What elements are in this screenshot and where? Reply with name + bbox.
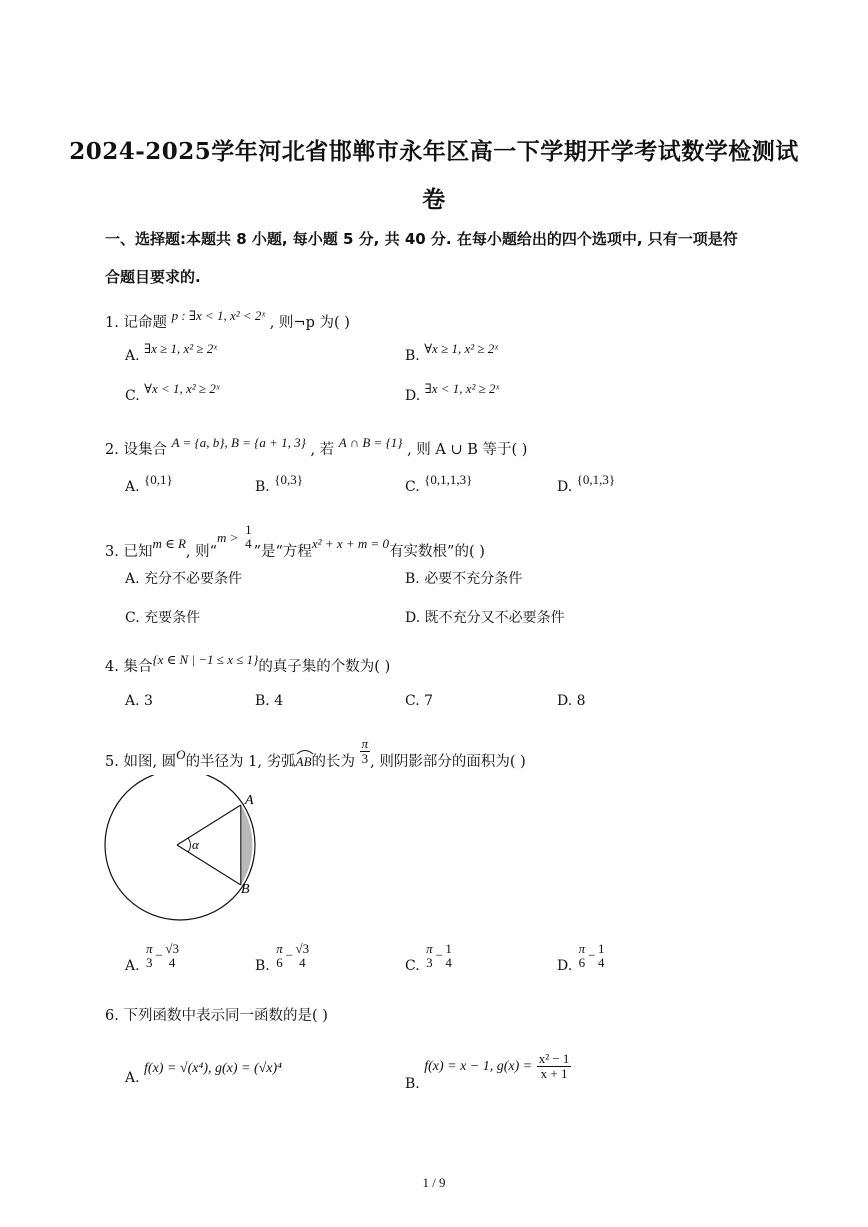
option-label: A. (125, 479, 140, 495)
question-3-mid2: ”是“方程 (253, 543, 312, 560)
frac2 (443, 942, 454, 969)
frac1 (577, 942, 588, 969)
q4-option-c[interactable]: C. 7 (405, 693, 434, 709)
option-math: {0,3} (274, 472, 303, 487)
question-1 (105, 308, 350, 332)
question-5-tail: , 则阴影部分的面积为( ) (370, 754, 526, 771)
question-3-number: 3. 已知 (105, 543, 153, 560)
frac2 (294, 942, 312, 969)
q4-option-a[interactable]: A. 3 (125, 693, 153, 709)
fraction-denominator: x + 1 (540, 1065, 568, 1081)
fraction-denominator: 3 (361, 750, 369, 766)
option-math: ∃x ≥ 1, x² ≥ 2ˣ (144, 341, 217, 356)
fraction-numerator: π (578, 941, 586, 956)
arc-ab-label (296, 755, 312, 768)
q2-option-b[interactable] (255, 472, 303, 495)
fraction-denominator: 6 (276, 954, 283, 970)
question-4-number: 4. 集合 (105, 659, 153, 675)
q1-option-b[interactable] (405, 341, 498, 364)
question-4 (105, 652, 391, 676)
question-3-equation: x² + x + m = 0 (311, 535, 390, 551)
frac2 (163, 942, 181, 969)
question-4-math: {x ∈ N | −1 ≤ x ≤ 1} (152, 652, 259, 667)
option-label: B. (405, 348, 420, 364)
question-5-mid: 的半径为 1, 劣弧 (185, 754, 296, 771)
fraction-denominator: 4 (299, 954, 306, 970)
option-label: B. (405, 1076, 420, 1093)
minus-sign: − (434, 947, 444, 963)
question-2-math: A = {a, b}, B = {a + 1, 3} (171, 435, 306, 450)
q6-option-a[interactable] (125, 1060, 283, 1086)
question-6: 6. 下列函数中表示同一函数的是( ) (105, 1008, 328, 1024)
circle-sector-figure (100, 775, 260, 925)
fraction-denominator: 4 (168, 954, 176, 970)
option-math: ∀x ≥ 1, x² ≥ 2ˣ (424, 341, 498, 356)
option-label: D. (557, 957, 573, 974)
question-5 (105, 727, 526, 771)
question-4-tail: 的真子集的个数为( ) (258, 659, 391, 675)
fraction-numerator: x² − 1 (538, 1051, 570, 1066)
option-math: {0,1,1,3} (424, 472, 473, 487)
fraction-denominator: 3 (146, 954, 153, 970)
q5-option-c[interactable] (405, 941, 454, 974)
q1-option-d[interactable] (405, 381, 500, 404)
option-math: ∀x < 1, x² ≥ 2ˣ (144, 381, 220, 396)
option-math: f(x) = x − 1, g(x) = (424, 1059, 533, 1075)
question-1-number: 1. 记命题 (105, 315, 167, 331)
q2-option-d[interactable] (557, 472, 616, 495)
q1-option-c[interactable] (125, 381, 220, 404)
question-3-tail: 有实数根”的( ) (389, 543, 485, 560)
section-heading-line2: 合题目要求的. (105, 268, 201, 286)
option-label: C. (405, 479, 420, 495)
angle-arc (188, 838, 191, 852)
q5-option-a[interactable] (125, 941, 181, 974)
option-fraction (537, 1052, 572, 1080)
point-b-label: B (241, 882, 250, 897)
fraction-numerator: π (426, 941, 433, 956)
radius-ob (177, 845, 241, 885)
circle-center-label: O (176, 747, 186, 763)
q5-option-b[interactable] (255, 941, 311, 974)
q3-option-d[interactable]: D. 既不充分又不必要条件 (405, 610, 565, 626)
question-1-math: p : ∃x < 1, x² < 2ˣ (171, 308, 266, 323)
option-label: A. (125, 1070, 140, 1086)
q3-option-c[interactable]: C. 充要条件 (125, 610, 201, 626)
q5-option-d[interactable] (557, 941, 606, 974)
arc-symbol-icon (296, 749, 314, 755)
radius-oa (177, 805, 241, 845)
exam-title-line2: 卷 (422, 186, 446, 213)
frac1 (424, 942, 435, 969)
q3-option-b[interactable]: B. 必要不充分条件 (405, 571, 523, 587)
question-3-mid: , 则“ (185, 543, 218, 560)
option-label: B. (255, 957, 270, 974)
q4-option-b[interactable]: B. 4 (255, 693, 284, 709)
question-3-inequality: m > (217, 529, 239, 545)
question-2-math2: A ∩ B = {1} (338, 435, 403, 450)
option-label: A. (125, 348, 140, 364)
question-3-math: m ∈ R (152, 535, 186, 551)
q1-option-a[interactable] (125, 341, 217, 364)
option-math: f(x) = √(x⁴), g(x) = (√x)⁴ (144, 1061, 283, 1076)
frac2 (596, 942, 607, 969)
question-5-fraction (360, 737, 371, 765)
fraction-denominator: 4 (445, 954, 452, 970)
q2-option-a[interactable] (125, 472, 173, 495)
question-2 (105, 435, 528, 459)
fraction-numerator: √3 (295, 941, 310, 956)
minus-sign: − (154, 947, 164, 963)
fraction-numerator: π (146, 941, 153, 956)
option-label: A. (125, 957, 140, 974)
minus-sign: − (587, 947, 596, 963)
fraction-denominator: 3 (426, 954, 433, 970)
question-2-number: 2. 设集合 (105, 442, 167, 458)
option-label: C. (405, 957, 420, 974)
q6-option-b[interactable] (405, 1051, 571, 1093)
frac1 (274, 942, 285, 969)
frac1 (144, 942, 155, 969)
fraction-denominator: 4 (245, 535, 252, 551)
q4-option-d[interactable]: D. 8 (557, 693, 586, 709)
question-5-number: 5. 如图, 圆 (105, 754, 177, 771)
fraction-numerator: √3 (165, 941, 179, 956)
shaded-segment (241, 805, 253, 885)
fraction-numerator: 1 (597, 941, 605, 956)
q3-option-a[interactable]: A. 充分不必要条件 (125, 571, 243, 587)
section-heading-line1: 一、选择题:本题共 8 小题, 每小题 5 分, 共 40 分. 在每小题给出的四个选项中, 只有一项是符 (105, 230, 738, 248)
fraction-numerator: π (276, 941, 283, 956)
fraction-numerator: π (361, 736, 369, 751)
question-3-fraction (243, 523, 254, 550)
option-label: C. (125, 388, 140, 404)
point-a-label: A (245, 793, 254, 808)
fraction-numerator: 1 (245, 522, 252, 537)
alpha-label: α (192, 837, 199, 852)
exam-title-line1: 2024-2025学年河北省邯郸市永年区高一下学期开学考试数学检测试 (69, 138, 799, 165)
question-2-tail: , 则 A ∪ B 等于( ) (407, 442, 528, 458)
option-label: D. (557, 479, 573, 495)
question-1-tail: , 则¬p 为( ) (269, 315, 350, 331)
fraction-denominator: 6 (578, 954, 586, 970)
question-2-mid: , 若 (310, 442, 335, 458)
option-math: {0,1} (144, 472, 173, 487)
fraction-numerator: 1 (445, 941, 452, 956)
q2-option-c[interactable] (405, 472, 473, 495)
option-math: {0,1,3} (576, 472, 616, 487)
minus-sign: − (284, 947, 294, 963)
question-5-mid2: 的长为 (311, 754, 356, 771)
arc-text: AB (295, 754, 312, 770)
option-math: ∃x < 1, x² ≥ 2ˣ (424, 381, 500, 396)
fraction-denominator: 4 (597, 954, 605, 970)
page-number: 1 / 9 (422, 1175, 446, 1190)
option-label: B. (255, 479, 270, 495)
option-label: D. (405, 388, 421, 404)
question-3 (105, 514, 485, 560)
